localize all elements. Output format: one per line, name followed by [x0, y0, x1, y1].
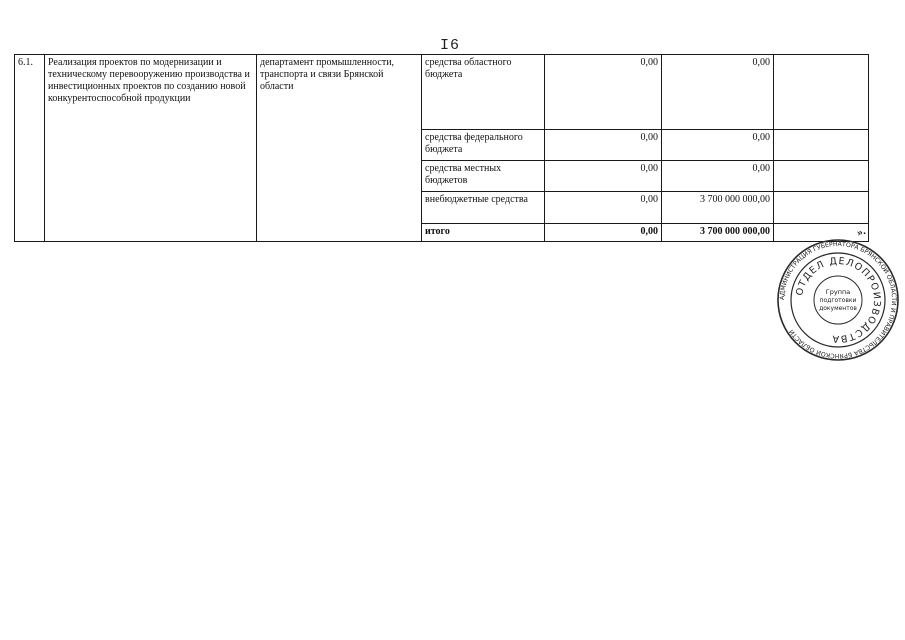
funding-source: средства федерального бюджета [422, 130, 545, 161]
amount-cell: 0,00 [545, 192, 662, 224]
stamp-arc-text: ОТДЕЛ ДЕЛОПРОИЗВОДСТВА [794, 255, 883, 345]
amount-cell: 0,00 [545, 130, 662, 161]
handwritten-mark: ». [774, 224, 869, 242]
amount-cell [774, 161, 869, 192]
program-table [14, 54, 869, 242]
amount-cell [774, 192, 869, 224]
total-label: итого [422, 224, 545, 242]
amount-cell: 0,00 [545, 161, 662, 192]
page-number: I6 [440, 37, 461, 54]
amount-cell: 0,00 [662, 130, 774, 161]
activity-description: Реализация проектов по модернизации и техническому перевооружению производства и инвестиционных проектов по созданию новой конкурентоспособной продукции [45, 55, 257, 242]
amount-cell [774, 55, 869, 130]
total-amount: 0,00 [545, 224, 662, 242]
funding-source: средства местных бюджетов [422, 161, 545, 192]
total-amount: 3 700 000 000,00 [662, 224, 774, 242]
department-stamp [776, 238, 900, 362]
amount-cell [774, 130, 869, 161]
amount-cell: 3 700 000 000,00 [662, 192, 774, 224]
stamp-center-line: Группа [825, 288, 851, 296]
amount-cell: 0,00 [545, 55, 662, 130]
table-row [15, 55, 869, 130]
stamp-center-line: подготовки [819, 297, 857, 304]
row-number: 6.1. [15, 55, 45, 242]
amount-cell: 0,00 [662, 55, 774, 130]
responsible-executor: департамент промышленности, транспорта и связи Брянской области [257, 55, 422, 242]
amount-cell: 0,00 [662, 161, 774, 192]
funding-source: средства областного бюджета [422, 55, 545, 130]
stamp-outer-text: АДМИНИСТРАЦИЯ ГУБЕРНАТОРА БРЯНСКОЙ ОБЛАСТИ И ПРАВИТЕЛЬСТВА БРЯНСКОЙ ОБЛАСТИ [778, 240, 898, 360]
funding-source: внебюджетные средства [422, 192, 545, 224]
stamp-center-line: документов [819, 305, 857, 312]
